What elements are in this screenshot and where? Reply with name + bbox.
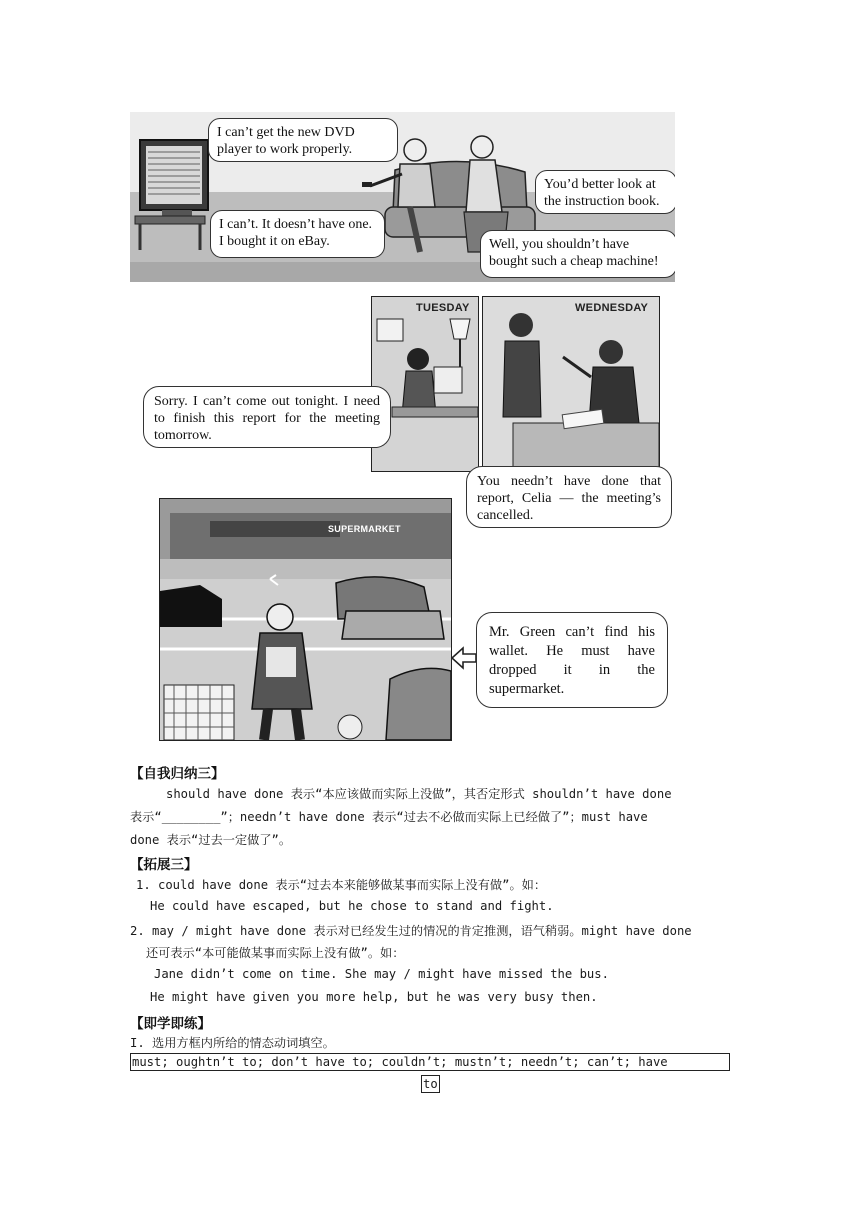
arrow-left-icon bbox=[450, 646, 478, 670]
extend-item-2-example-1: Jane didn’t come on time. She may / might have missed the bus. bbox=[154, 967, 609, 981]
office-tuesday-illustration bbox=[372, 297, 478, 471]
speech-bubble-ebay: I can’t. It doesn’t have one. I bought it on eBay. bbox=[210, 210, 385, 258]
summary-line-1: should have done 表示“本应该做而实际上没做”，其否定形式 shouldn’t have done bbox=[166, 787, 672, 801]
supermarket-sign: SUPERMARKET bbox=[328, 524, 401, 534]
speech-bubble-wallet: Mr. Green can’t find his wallet. He must have dropped it in the supermarket. bbox=[476, 612, 668, 708]
speech-bubble-instruction: You’d better look at the instruction book. bbox=[535, 170, 675, 214]
office-wednesday-illustration bbox=[483, 297, 659, 471]
comic-panel-dvd bbox=[130, 112, 675, 282]
speech-bubble-sorry: Sorry. I can’t come out tonight. I need to finish this report for the meeting tomorrow. bbox=[143, 386, 391, 448]
extend-item-2-line-1: 2. may / might have done 表示对已经发生过的情况的肯定推测，语气稍弱。might have done bbox=[130, 924, 692, 938]
summary-line-3: done 表示“过去一定做了”。 bbox=[130, 833, 292, 847]
practice-instruction: I. 选用方框内所给的情态动词填空。 bbox=[130, 1036, 335, 1050]
modal-verb-word-box-tail: to bbox=[423, 1077, 438, 1091]
summary-line-2: 表示“________”；needn’t have done 表示“过去不必做而实际上已经做了”；must have bbox=[130, 810, 648, 824]
tuesday-label: TUESDAY bbox=[416, 302, 470, 314]
speech-bubble-cheap-machine: Well, you shouldn’t have bought such a cheap machine! bbox=[480, 230, 675, 278]
comic-panel-tuesday bbox=[371, 296, 479, 472]
wednesday-label: WEDNESDAY bbox=[575, 302, 649, 314]
summary-heading: 【自我归纳三】 bbox=[130, 766, 225, 782]
comic-panel-supermarket bbox=[159, 498, 452, 741]
speech-bubble-neednt: You needn’t have done that report, Celia — the meeting’s cancelled. bbox=[466, 466, 672, 528]
extend-heading: 【拓展三】 bbox=[130, 857, 198, 873]
comic-panel-wednesday bbox=[482, 296, 660, 472]
extend-item-2-line-2: 还可表示“本可能做某事而实际上没有做”。如： bbox=[146, 946, 405, 960]
practice-heading: 【即学即练】 bbox=[130, 1016, 211, 1032]
modal-verb-word-box: must; oughtn’t to; don’t have to; couldn’t; mustn’t; needn’t; can’t; have bbox=[130, 1053, 730, 1071]
extend-item-2-example-2: He might have given you more help, but he was very busy then. bbox=[150, 990, 598, 1004]
supermarket-illustration bbox=[160, 499, 451, 740]
extend-item-1-example: He could have escaped, but he chose to stand and fight. bbox=[150, 899, 554, 913]
speech-bubble-dvd: I can’t get the new DVD player to work properly. bbox=[208, 118, 398, 162]
extend-item-1: 1. could have done 表示“过去本来能够做某事而实际上没有做”。如： bbox=[136, 878, 547, 892]
